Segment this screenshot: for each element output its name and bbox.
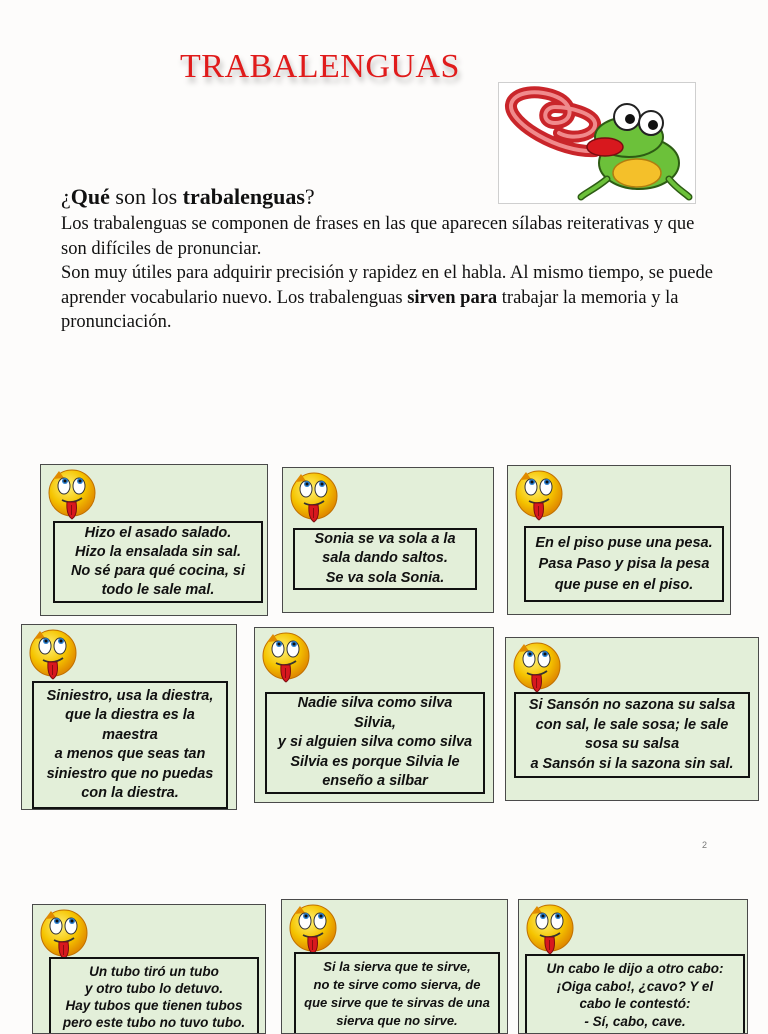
tongue-twister-text: Nadie silva como silva Silvia, y si alguien silva como silva Silvia es porque Silvia le enseño a silbar: [277, 695, 473, 790]
tongue-twister-card: [281, 899, 508, 1034]
tongue-twister-text: Si Sansón no sazona su salsa con sal, le sale sosa; le sale sosa su salsa a Sansón si la sazona sin sal.: [528, 697, 736, 772]
tongue-out-emoji-icon: [287, 470, 343, 526]
question-prefix: ¿: [61, 184, 71, 209]
tongue-out-emoji-icon: [286, 902, 342, 958]
frog-illustration: [498, 82, 696, 204]
tongue-twister-text: Sonia se va sola a la sala dando saltos. Se va sola Sonia.: [314, 530, 456, 586]
page-number: 2: [702, 840, 708, 850]
tongue-twister-text: Hizo el asado salado. Hizo la ensalada sin sal. No sé para qué cocina, si todo le sale mal.: [70, 525, 246, 598]
question-que: Qué: [70, 184, 110, 209]
intro-paragraph-1: Los trabalenguas se componen de frases en las que aparecen sílabas reiterativas y que son difíciles de pronunciar.: [61, 214, 695, 259]
intro-p2-a: Son muy útiles para adquirir precisión y rapidez en el habla. Al mismo tiempo, se puede aprender vocabulario nuevo. Los trabalenguas: [61, 263, 713, 308]
tongue-twister-card: [254, 627, 494, 803]
intro-p2-bold: sirven para: [407, 287, 498, 308]
tongue-twister-card: [282, 467, 494, 613]
tongue-twister-text: Un tubo tiró un tubo y otro tubo lo detuvo. Hay tubos que tienen tubos pero este tubo no tuvo tubo.: [62, 964, 246, 1030]
tongue-twister-card: [40, 464, 268, 616]
tongue-out-emoji-icon: [37, 907, 93, 963]
tongue-twister-card: [32, 904, 266, 1034]
tongue-out-emoji-icon: [512, 468, 568, 524]
tongue-out-emoji-icon: [45, 467, 101, 523]
frog-tongue-icon: [499, 83, 695, 203]
tongue-twister-text: En el piso puse una pesa. Pasa Paso y pisa la pesa que puse en el piso.: [535, 534, 713, 593]
tongue-twister-text: Si la sierva que te sirve, no te sirve como sierva, de que sirve que te sirvas de una sierva que no sirve.: [304, 959, 490, 1028]
intro-paragraph-2: [61, 261, 721, 335]
tongue-twister-card: [518, 899, 748, 1034]
tongue-twister-text: Un cabo le dijo a otro cabo: ¡Oiga cabo!, ¿cavo? Y el cabo le contestó: - Sí, cabo, cave.: [546, 961, 724, 1029]
question-suffix: ?: [304, 184, 315, 209]
question-word: trabalenguas: [182, 184, 305, 209]
tongue-out-emoji-icon: [259, 630, 315, 686]
section-question: [61, 184, 315, 210]
question-mid: son los: [109, 184, 183, 209]
tongue-out-emoji-icon: [523, 902, 579, 958]
page-title: TRABALENGUAS: [180, 48, 460, 85]
tongue-twister-text: Siniestro, usa la diestra, que la diestra es la maestra a menos que seas tan siniestro que no puedas con la diestra.: [46, 687, 214, 801]
tongue-out-emoji-icon: [510, 640, 566, 696]
tongue-twister-card: [21, 624, 237, 810]
intro-text: [61, 212, 721, 335]
tongue-twister-card: [507, 465, 731, 615]
tongue-twister-card: [505, 637, 759, 801]
tongue-out-emoji-icon: [26, 627, 82, 683]
intro-p2-c: trabajar la memoria y la pronunciación.: [61, 287, 679, 332]
